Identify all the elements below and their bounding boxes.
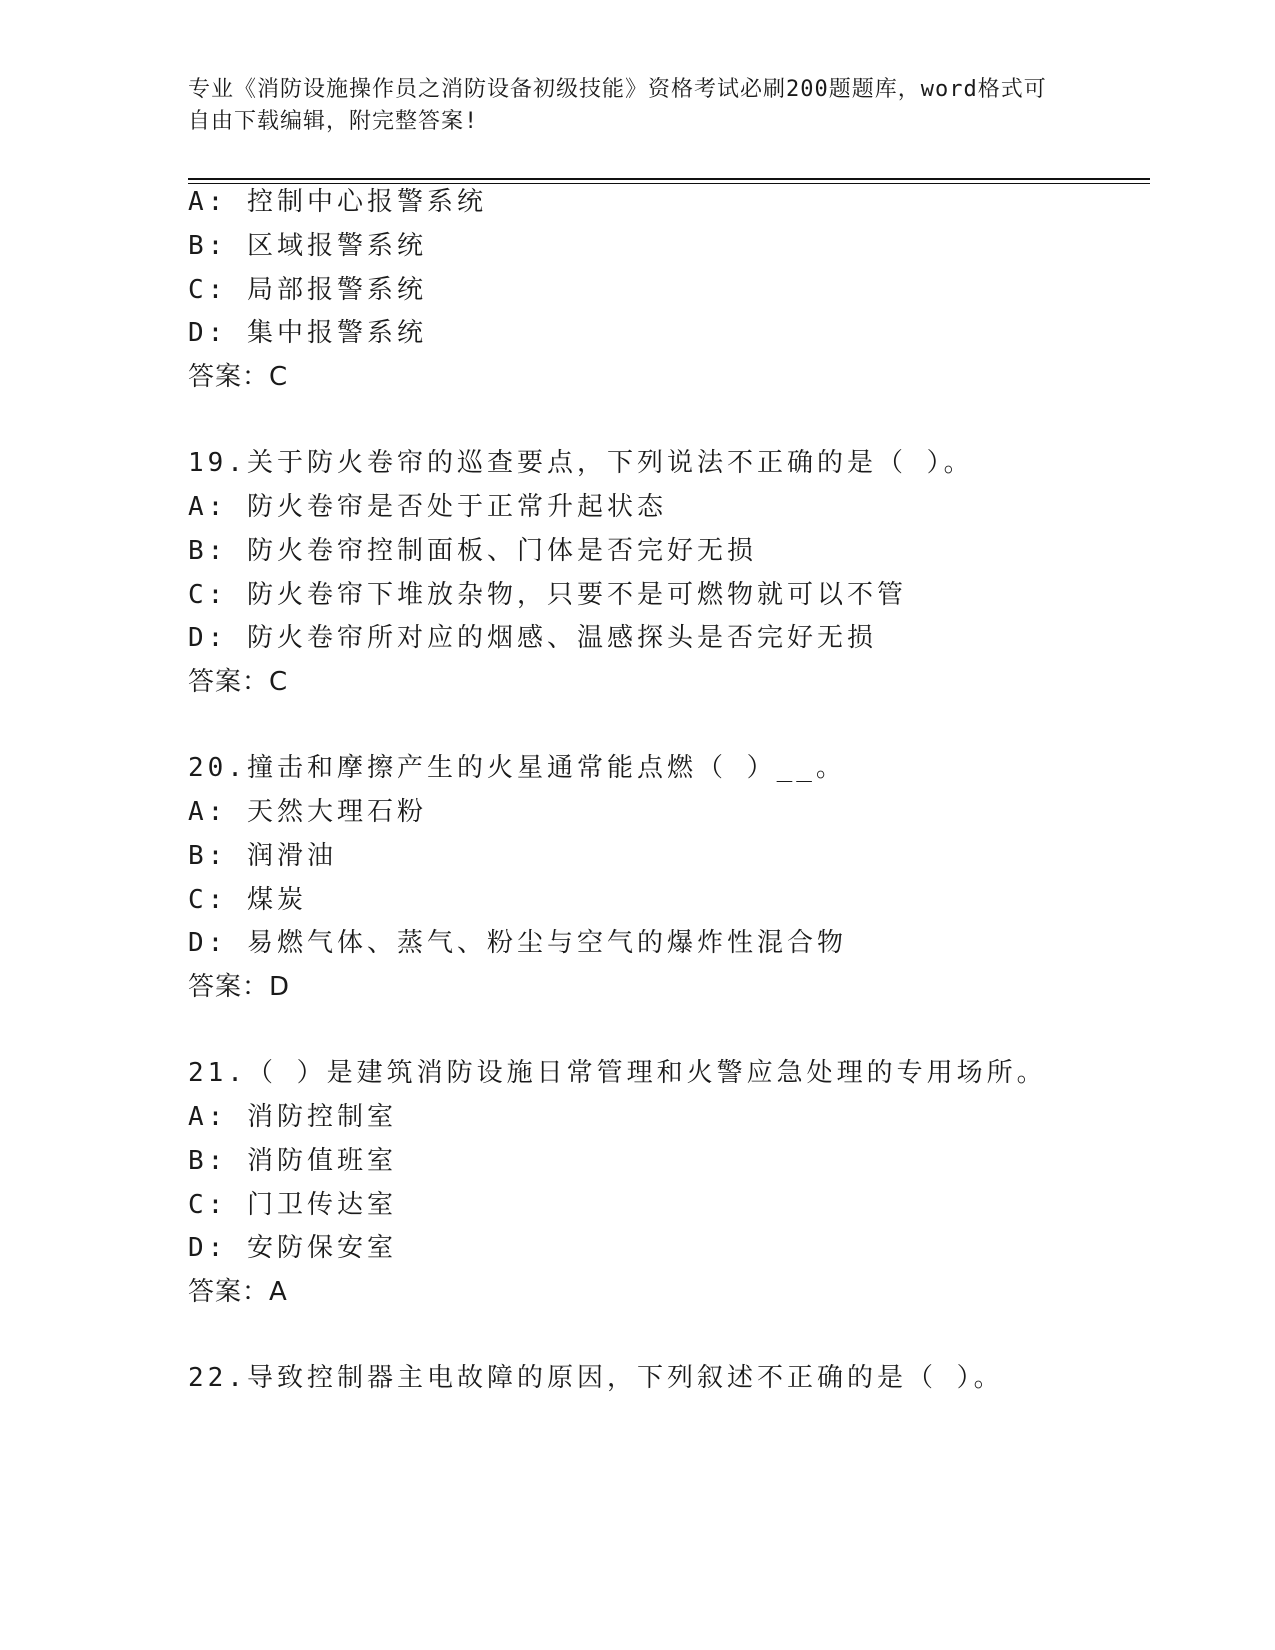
option-d: D: 易燃气体、蒸气、粉尘与空气的爆炸性混合物 xyxy=(188,928,847,958)
option-b: B: 区域报警系统 xyxy=(188,231,427,261)
answer: 答案：A xyxy=(188,1277,288,1307)
option-b: B: 润滑油 xyxy=(188,841,337,871)
option-d: D: 防火卷帘所对应的烟感、温感探头是否完好无损 xyxy=(188,623,877,653)
option-a: A: 控制中心报警系统 xyxy=(188,187,487,217)
question-text: 21.（ ）是建筑消防设施日常管理和火警应急处理的专用场所。 xyxy=(188,1058,1047,1088)
answer: 答案：C xyxy=(188,362,289,392)
option-d: D: 安防保安室 xyxy=(188,1233,397,1263)
option-a: A: 天然大理石粉 xyxy=(188,797,427,827)
option-a: A: 防火卷帘是否处于正常升起状态 xyxy=(188,492,667,522)
question-text: 19.关于防火卷帘的巡查要点，下列说法不正确的是（ ）。 xyxy=(188,448,974,478)
header-text: 专业《消防设施操作员之消防设备初级技能》资格考试必刷200题题库，word格式可自由下载编辑，附完整答案! xyxy=(188,77,1047,134)
option-c: C: 防火卷帘下堆放杂物，只要不是可燃物就可以不管 xyxy=(188,580,907,610)
answer: 答案：C xyxy=(188,667,289,697)
question-text: 22.导致控制器主电故障的原因，下列叙述不正确的是（ ）。 xyxy=(188,1363,1004,1393)
option-c: C: 局部报警系统 xyxy=(188,275,427,305)
question-text: 20.撞击和摩擦产生的火星通常能点燃（ ）__。 xyxy=(188,753,846,783)
option-c: C: 门卫传达室 xyxy=(188,1190,397,1220)
option-b: B: 消防值班室 xyxy=(188,1146,397,1176)
header-divider xyxy=(188,178,1150,184)
option-a: A: 消防控制室 xyxy=(188,1102,397,1132)
option-b: B: 防火卷帘控制面板、门体是否完好无损 xyxy=(188,536,757,566)
option-c: C: 煤炭 xyxy=(188,885,307,915)
option-d: D: 集中报警系统 xyxy=(188,318,427,348)
answer: 答案：D xyxy=(188,972,291,1002)
